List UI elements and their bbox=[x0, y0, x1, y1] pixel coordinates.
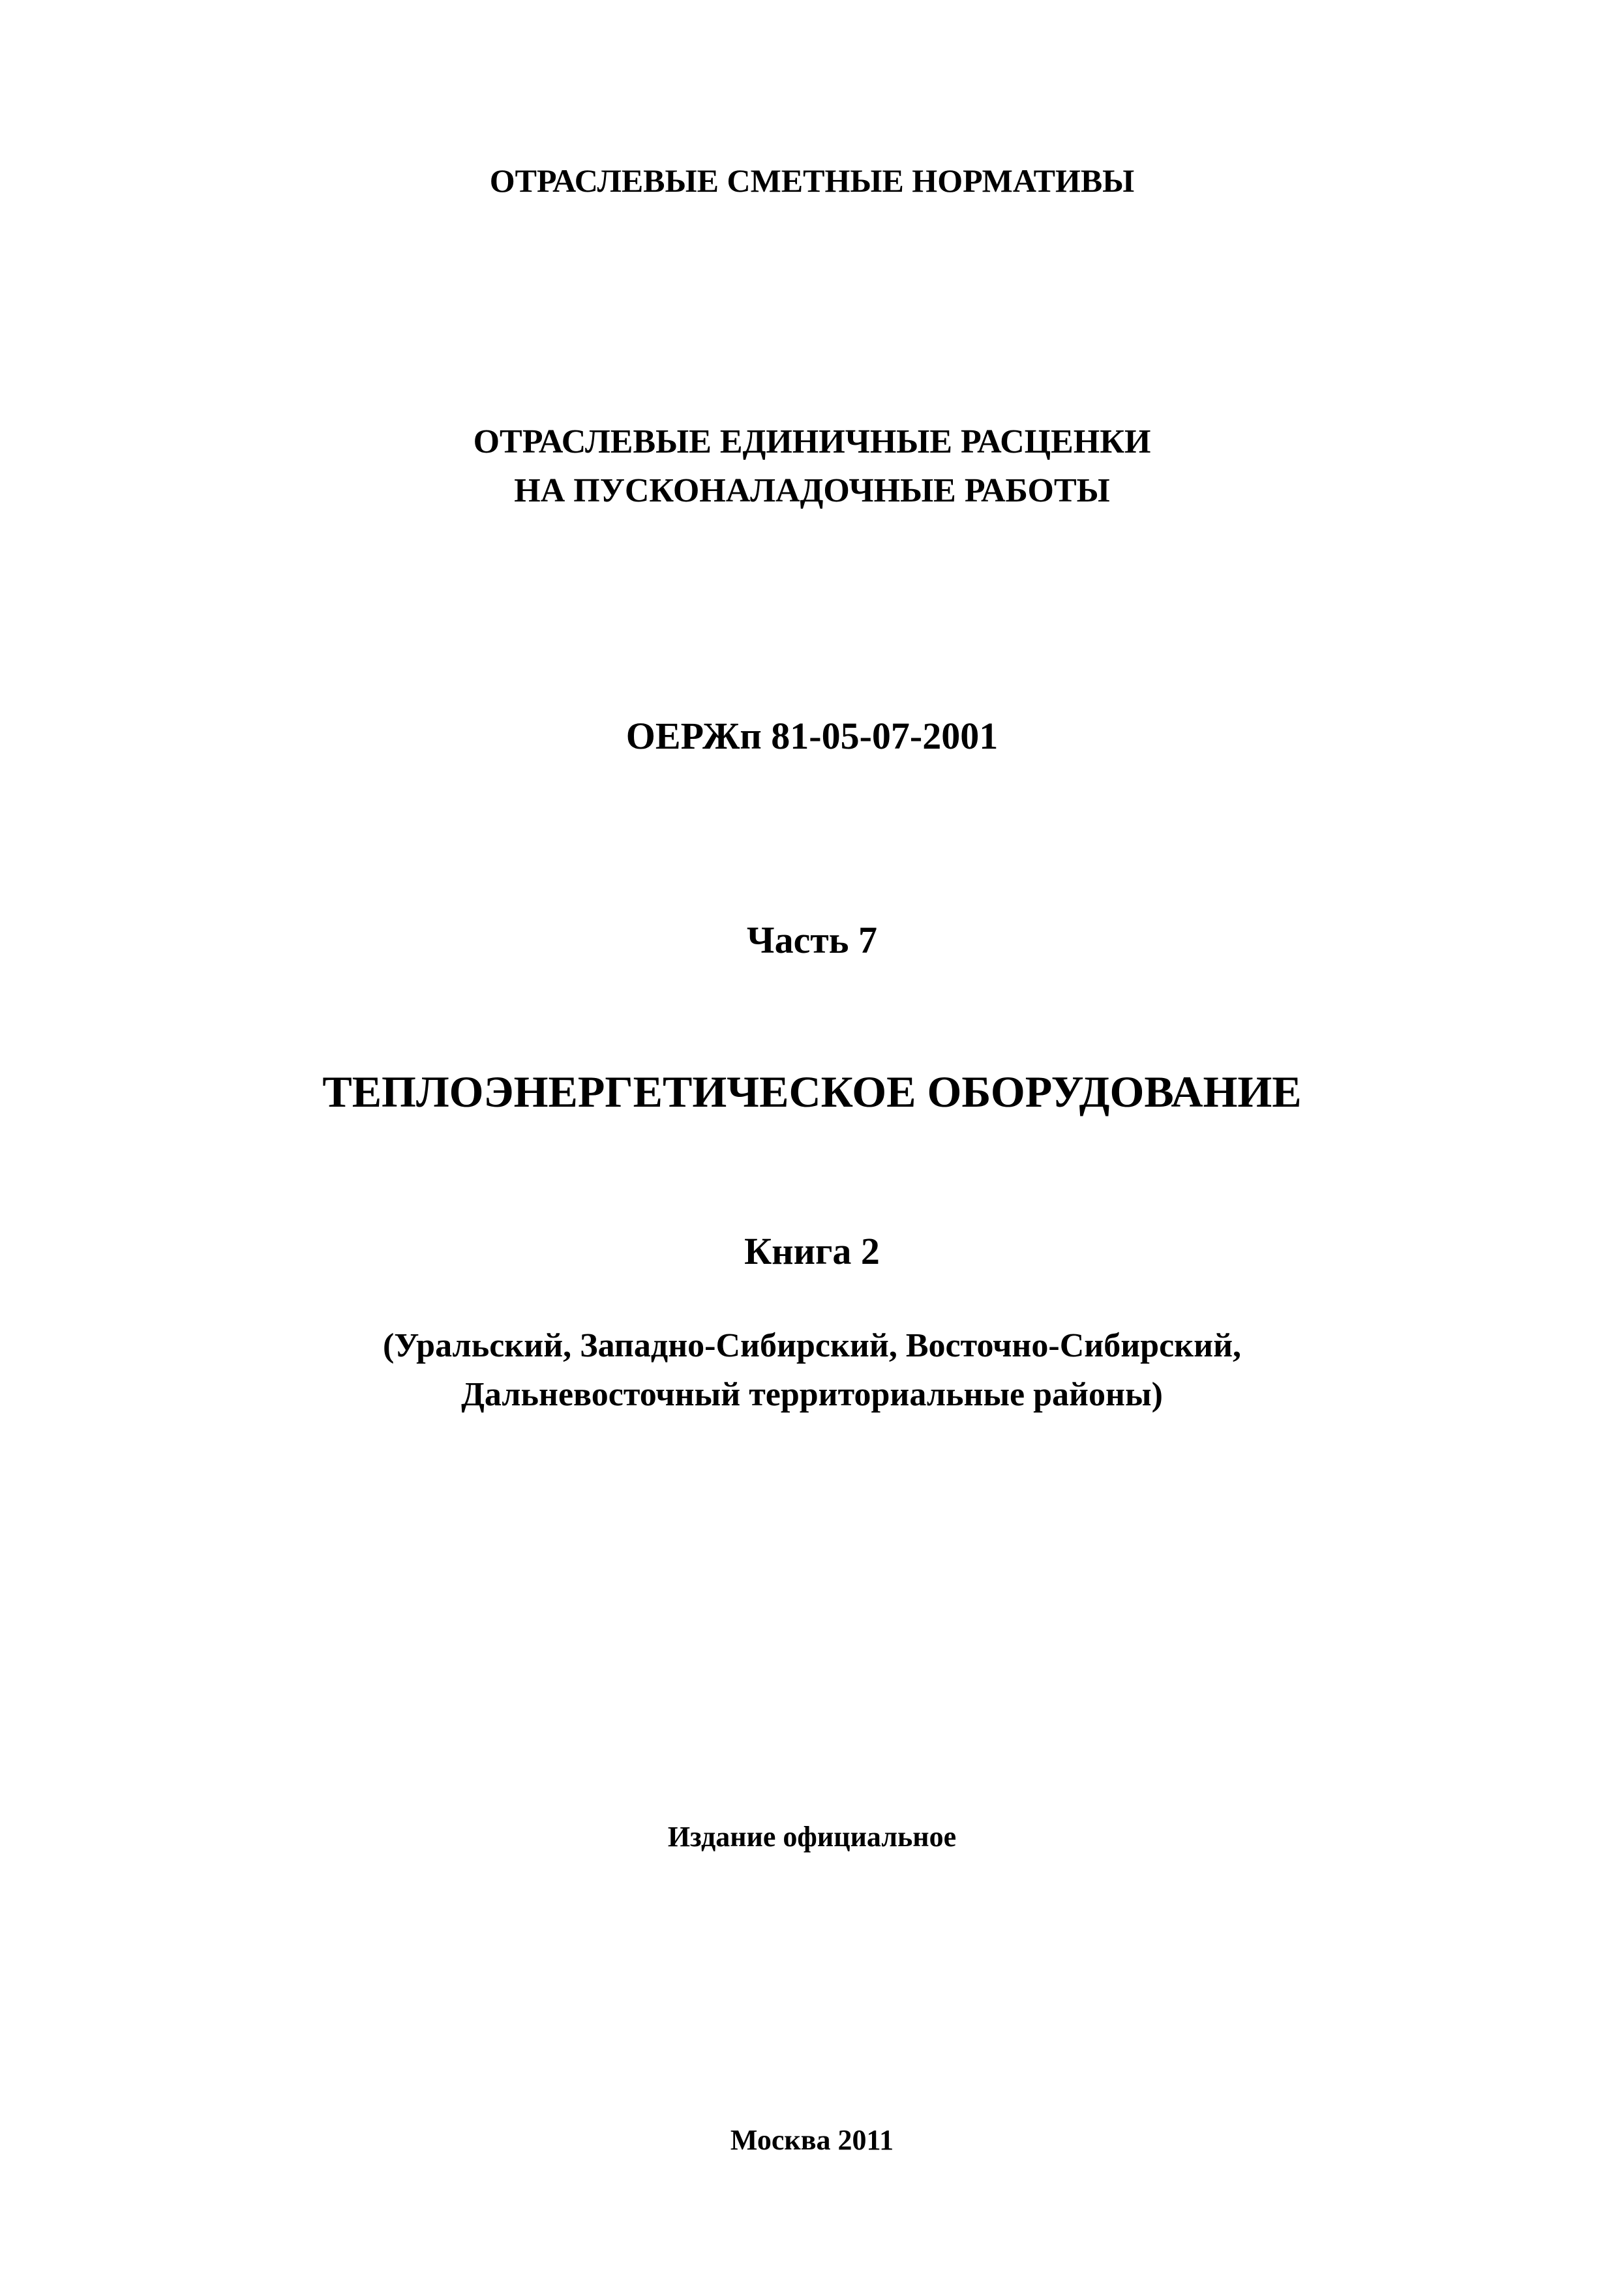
regions-line-1: (Уральский, Западно-Сибирский, Восточно-Сибирский, bbox=[382, 1327, 1242, 1364]
part-number: Часть 7 bbox=[747, 919, 877, 961]
title-line-1: ОТРАСЛЕВЫЕ ЕДИНИЧНЫЕ РАСЦЕНКИ bbox=[473, 423, 1151, 460]
document-code: ОЕРЖп 81-05-07-2001 bbox=[625, 715, 999, 757]
imprint-city-year: Москва 2011 bbox=[730, 2124, 894, 2156]
main-title: ТЕПЛОЭНЕРГЕТИЧЕСКОЕ ОБОРУДОВАНИЕ bbox=[322, 1067, 1302, 1116]
regions-line-2: Дальневосточный территориальные районы) bbox=[461, 1376, 1163, 1413]
book-number: Книга 2 bbox=[744, 1230, 880, 1272]
series-header: ОТРАСЛЕВЫЕ СМЕТНЫЕ НОРМАТИВЫ bbox=[489, 162, 1135, 199]
title-line-2: НА ПУСКОНАЛАДОЧНЫЕ РАБОТЫ bbox=[514, 472, 1110, 509]
edition-label: Издание официальное bbox=[667, 1821, 957, 1853]
